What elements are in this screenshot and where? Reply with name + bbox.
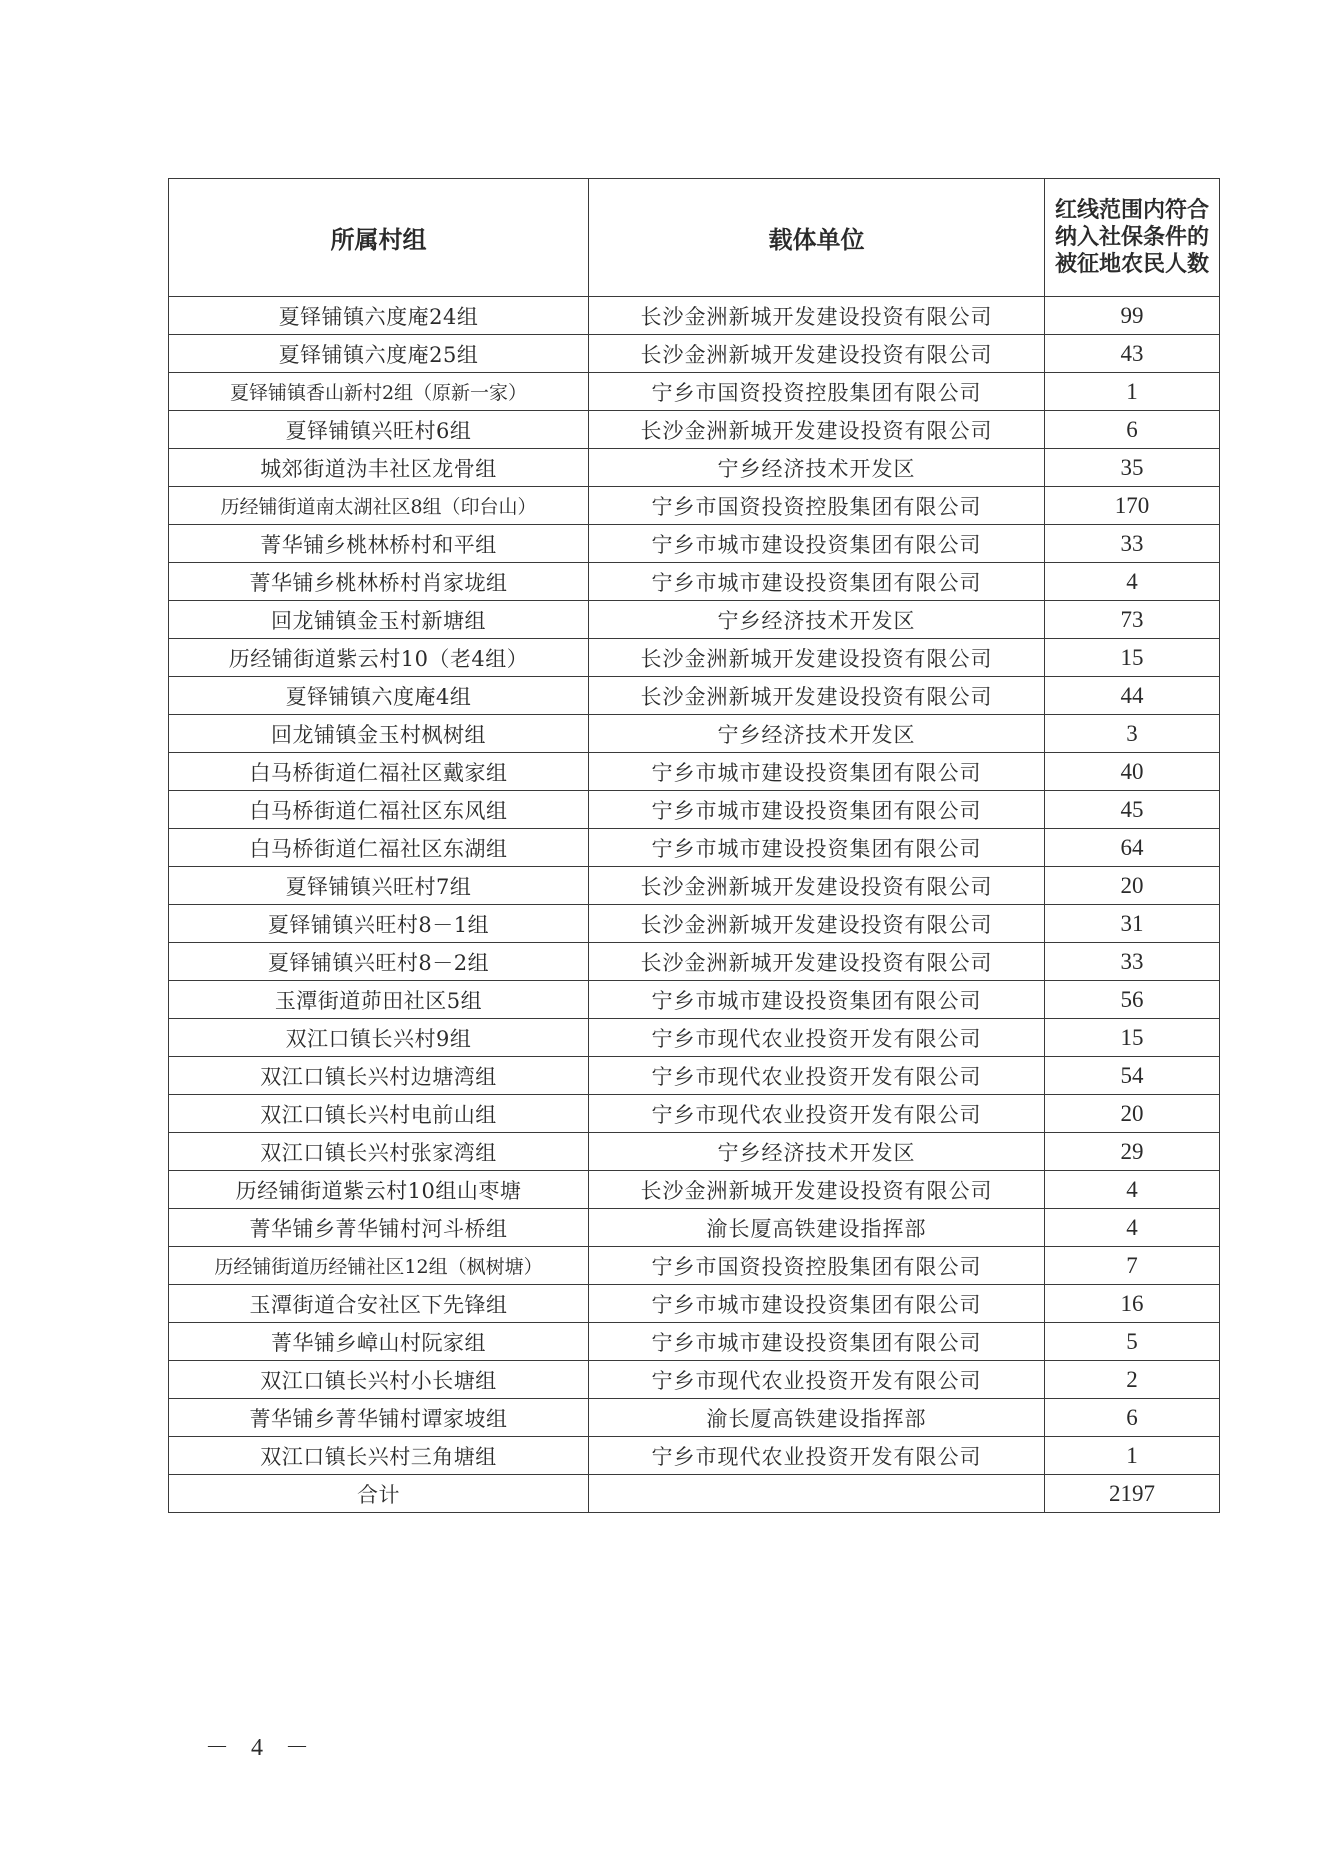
cell-village-group: 白马桥街道仁福社区东风组: [169, 791, 589, 829]
cell-farmer-count: 73: [1045, 601, 1220, 639]
cell-farmer-count: 15: [1045, 1019, 1220, 1057]
cell-farmer-count: 15: [1045, 639, 1220, 677]
cell-carrier-unit: 长沙金洲新城开发建设投资有限公司: [589, 639, 1045, 677]
cell-carrier-unit: 长沙金洲新城开发建设投资有限公司: [589, 867, 1045, 905]
cell-village-group: 菁华铺乡桃林桥村肖家垅组: [169, 563, 589, 601]
cell-carrier-unit: 宁乡市国资投资控股集团有限公司: [589, 373, 1045, 411]
cell-farmer-count: 40: [1045, 753, 1220, 791]
cell-carrier-unit: 长沙金洲新城开发建设投资有限公司: [589, 297, 1045, 335]
cell-village-group: 玉潭街道合安社区下先锋组: [169, 1285, 589, 1323]
cell-farmer-count: 45: [1045, 791, 1220, 829]
cell-village-group: 菁华铺乡桃林桥村和平组: [169, 525, 589, 563]
cell-farmer-count: 4: [1045, 563, 1220, 601]
table-row: [169, 563, 1220, 601]
cell-farmer-count: 20: [1045, 867, 1220, 905]
cell-village-group: 玉潭街道茆田社区5组: [169, 981, 589, 1019]
cell-farmer-count: 33: [1045, 525, 1220, 563]
table-row: [169, 373, 1220, 411]
table-row: [169, 601, 1220, 639]
cell-farmer-count: 99: [1045, 297, 1220, 335]
cell-carrier-unit: 宁乡市城市建设投资集团有限公司: [589, 525, 1045, 563]
cell-carrier-unit: 宁乡市城市建设投资集团有限公司: [589, 829, 1045, 867]
cell-carrier-unit: 宁乡市城市建设投资集团有限公司: [589, 753, 1045, 791]
cell-farmer-count: 31: [1045, 905, 1220, 943]
cell-village-group: 双江口镇长兴村9组: [169, 1019, 589, 1057]
cell-farmer-count: 170: [1045, 487, 1220, 525]
cell-farmer-count: 6: [1045, 411, 1220, 449]
cell-village-group: 城郊街道沩丰社区龙骨组: [169, 449, 589, 487]
cell-farmer-count: 2: [1045, 1361, 1220, 1399]
cell-carrier-unit: 宁乡市城市建设投资集团有限公司: [589, 981, 1045, 1019]
table-row: [169, 753, 1220, 791]
table-row: [169, 677, 1220, 715]
cell-village-group: 双江口镇长兴村张家湾组: [169, 1133, 589, 1171]
cell-village-group: 双江口镇长兴村小长塘组: [169, 1361, 589, 1399]
cell-carrier-unit: 宁乡经济技术开发区: [589, 715, 1045, 753]
cell-village-group: 历经铺街道紫云村10组山枣塘: [169, 1171, 589, 1209]
table-row: [169, 1209, 1220, 1247]
cell-village-group: 历经铺街道南太湖社区8组（印台山）: [169, 487, 589, 525]
cell-village-group: 白马桥街道仁福社区戴家组: [169, 753, 589, 791]
cell-farmer-count: 43: [1045, 335, 1220, 373]
cell-carrier-unit: 宁乡经济技术开发区: [589, 1133, 1045, 1171]
table-row: [169, 1247, 1220, 1285]
cell-farmer-count: 29: [1045, 1133, 1220, 1171]
cell-carrier-unit: 长沙金洲新城开发建设投资有限公司: [589, 943, 1045, 981]
table-row: [169, 335, 1220, 373]
table-row: [169, 1323, 1220, 1361]
cell-carrier-unit: 宁乡市现代农业投资开发有限公司: [589, 1057, 1045, 1095]
table-header-row: [169, 179, 1220, 297]
cell-village-group: 夏铎铺镇兴旺村8－2组: [169, 943, 589, 981]
page-number: － 4 －: [205, 1735, 317, 1761]
cell-village-group: 回龙铺镇金玉村新塘组: [169, 601, 589, 639]
cell-village-group: 双江口镇长兴村电前山组: [169, 1095, 589, 1133]
cell-village-group: 历经铺街道紫云村10（老4组）: [169, 639, 589, 677]
cell-carrier-unit: 宁乡市城市建设投资集团有限公司: [589, 1323, 1045, 1361]
cell-carrier-unit: 渝长厦高铁建设指挥部: [589, 1399, 1045, 1437]
cell-village-group: 菁华铺乡嶂山村阮家组: [169, 1323, 589, 1361]
cell-village-group: 夏铎铺镇六度庵25组: [169, 335, 589, 373]
cell-farmer-count: 4: [1045, 1209, 1220, 1247]
cell-farmer-count: 20: [1045, 1095, 1220, 1133]
table-row: [169, 981, 1220, 1019]
cell-farmer-count: 3: [1045, 715, 1220, 753]
cell-carrier-unit: 长沙金洲新城开发建设投资有限公司: [589, 335, 1045, 373]
cell-carrier-unit: 宁乡市现代农业投资开发有限公司: [589, 1437, 1045, 1475]
cell-village-group: 回龙铺镇金玉村枫树组: [169, 715, 589, 753]
cell-village-group: 白马桥街道仁福社区东湖组: [169, 829, 589, 867]
cell-farmer-count: 1: [1045, 1437, 1220, 1475]
cell-village-group: 夏铎铺镇六度庵24组: [169, 297, 589, 335]
header-carrier-unit: 载体单位: [589, 179, 1045, 297]
cell-farmer-count: 7: [1045, 1247, 1220, 1285]
cell-village-group: 夏铎铺镇香山新村2组（原新一家）: [169, 373, 589, 411]
land-acquisition-table: [168, 178, 1220, 1513]
table-row: [169, 1057, 1220, 1095]
table-row: [169, 1361, 1220, 1399]
table-body: [169, 297, 1220, 1475]
cell-carrier-unit: 宁乡市现代农业投资开发有限公司: [589, 1361, 1045, 1399]
cell-carrier-unit: 宁乡市现代农业投资开发有限公司: [589, 1095, 1045, 1133]
table-row: [169, 1437, 1220, 1475]
cell-carrier-unit: 宁乡市城市建设投资集团有限公司: [589, 1285, 1045, 1323]
table-row: [169, 829, 1220, 867]
cell-farmer-count: 44: [1045, 677, 1220, 715]
table-row: [169, 791, 1220, 829]
table-row: [169, 1095, 1220, 1133]
cell-farmer-count: 5: [1045, 1323, 1220, 1361]
cell-carrier-unit: 宁乡市城市建设投资集团有限公司: [589, 791, 1045, 829]
total-label: 合计: [169, 1475, 589, 1513]
table-row: [169, 449, 1220, 487]
table-row: [169, 297, 1220, 335]
cell-farmer-count: 54: [1045, 1057, 1220, 1095]
total-count: 2197: [1045, 1475, 1220, 1513]
total-row: [169, 1475, 1220, 1513]
cell-farmer-count: 1: [1045, 373, 1220, 411]
table-row: [169, 1399, 1220, 1437]
cell-carrier-unit: 宁乡经济技术开发区: [589, 601, 1045, 639]
cell-farmer-count: 64: [1045, 829, 1220, 867]
cell-farmer-count: 35: [1045, 449, 1220, 487]
cell-carrier-unit: 宁乡市国资投资控股集团有限公司: [589, 1247, 1045, 1285]
cell-village-group: 夏铎铺镇兴旺村7组: [169, 867, 589, 905]
cell-farmer-count: 56: [1045, 981, 1220, 1019]
header-village-group: 所属村组: [169, 179, 589, 297]
cell-carrier-unit: 长沙金洲新城开发建设投资有限公司: [589, 411, 1045, 449]
cell-village-group: 夏铎铺镇六度庵4组: [169, 677, 589, 715]
table-row: [169, 487, 1220, 525]
table-row: [169, 1133, 1220, 1171]
cell-farmer-count: 4: [1045, 1171, 1220, 1209]
table-row: [169, 1285, 1220, 1323]
table-row: [169, 715, 1220, 753]
table-row: [169, 1019, 1220, 1057]
cell-carrier-unit: 长沙金洲新城开发建设投资有限公司: [589, 1171, 1045, 1209]
cell-village-group: 夏铎铺镇兴旺村8－1组: [169, 905, 589, 943]
table-row: [169, 1171, 1220, 1209]
table-row: [169, 639, 1220, 677]
table-row: [169, 525, 1220, 563]
cell-village-group: 菁华铺乡菁华铺村河斗桥组: [169, 1209, 589, 1247]
total-unit: [589, 1475, 1045, 1513]
cell-carrier-unit: 宁乡市国资投资控股集团有限公司: [589, 487, 1045, 525]
cell-village-group: 双江口镇长兴村三角塘组: [169, 1437, 589, 1475]
header-farmer-count: 红线范围内符合纳入社保条件的被征地农民人数: [1045, 179, 1220, 297]
cell-carrier-unit: 长沙金洲新城开发建设投资有限公司: [589, 677, 1045, 715]
table-row: [169, 943, 1220, 981]
cell-carrier-unit: 长沙金洲新城开发建设投资有限公司: [589, 905, 1045, 943]
table-row: [169, 411, 1220, 449]
table-row: [169, 867, 1220, 905]
cell-farmer-count: 33: [1045, 943, 1220, 981]
cell-village-group: 历经铺街道历经铺社区12组（枫树塘）: [169, 1247, 589, 1285]
cell-carrier-unit: 宁乡经济技术开发区: [589, 449, 1045, 487]
cell-village-group: 双江口镇长兴村边塘湾组: [169, 1057, 589, 1095]
cell-carrier-unit: 宁乡市城市建设投资集团有限公司: [589, 563, 1045, 601]
cell-carrier-unit: 宁乡市现代农业投资开发有限公司: [589, 1019, 1045, 1057]
cell-farmer-count: 6: [1045, 1399, 1220, 1437]
cell-carrier-unit: 渝长厦高铁建设指挥部: [589, 1209, 1045, 1247]
table-row: [169, 905, 1220, 943]
cell-farmer-count: 16: [1045, 1285, 1220, 1323]
cell-village-group: 菁华铺乡菁华铺村谭家坡组: [169, 1399, 589, 1437]
cell-village-group: 夏铎铺镇兴旺村6组: [169, 411, 589, 449]
